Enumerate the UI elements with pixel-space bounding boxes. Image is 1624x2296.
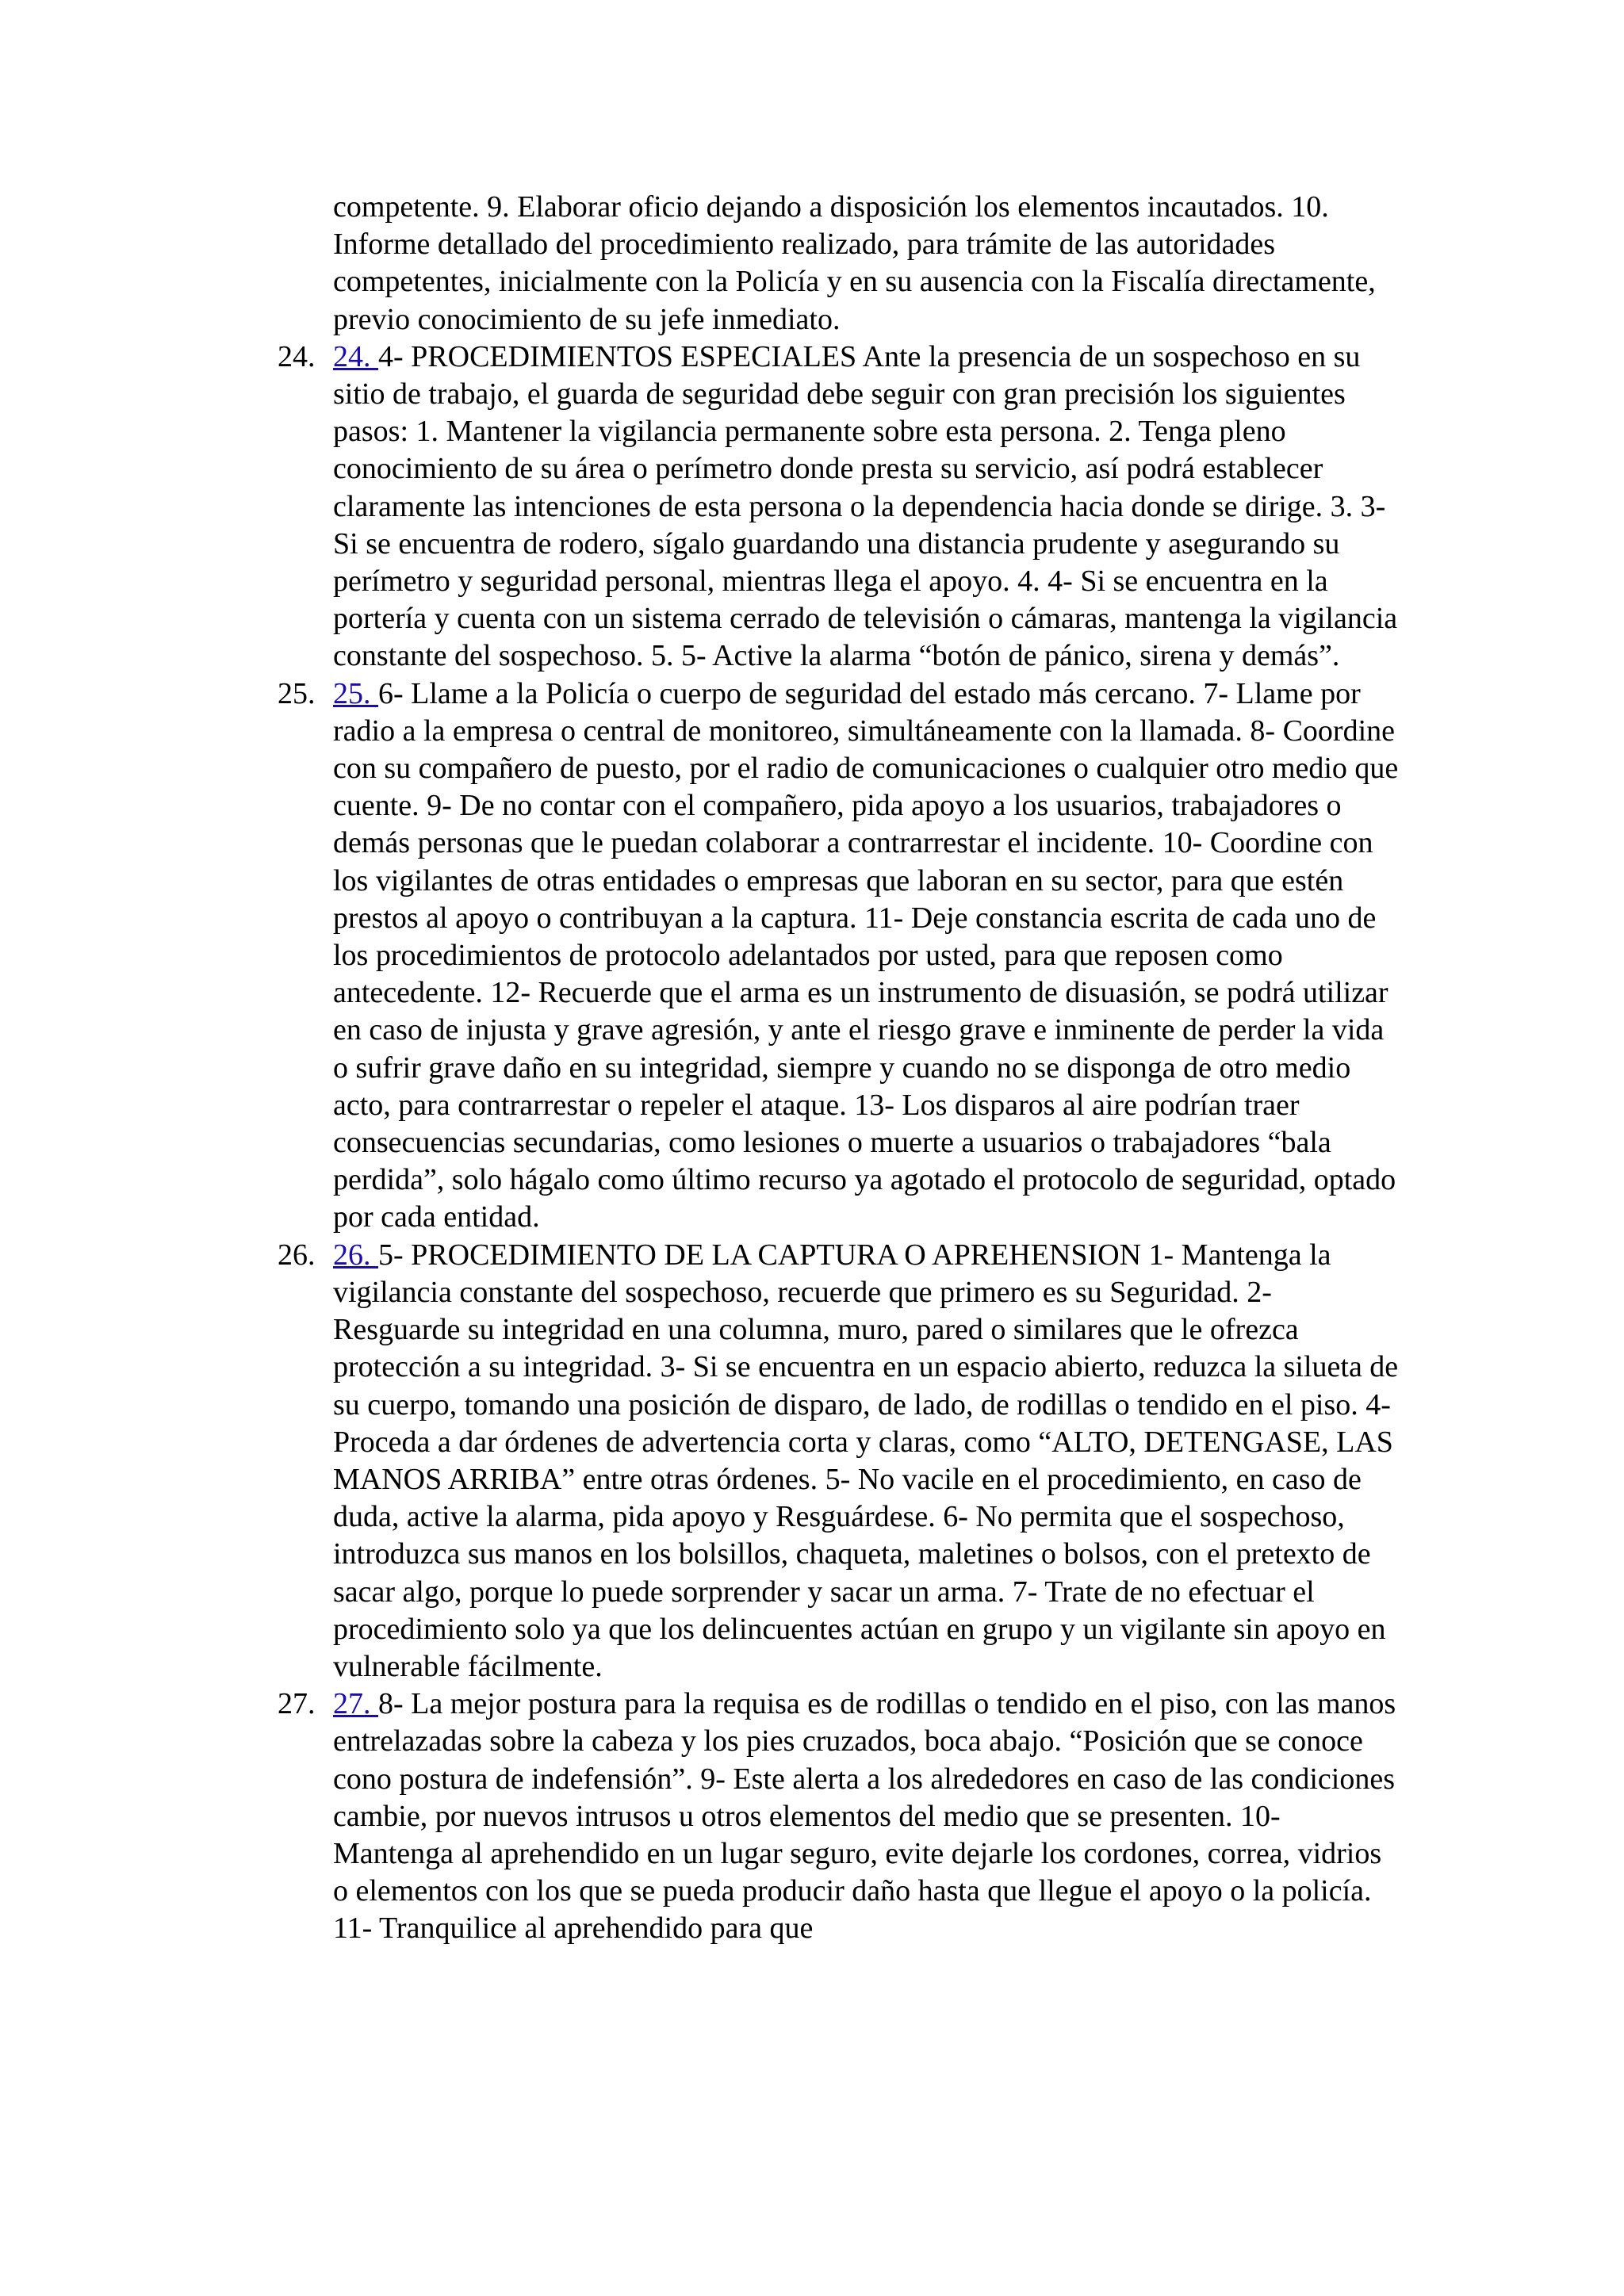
list-item-text: 4- PROCEDIMIENTOS ESPECIALES Ante la presencia de un sospechoso en su sitio de trabajo, el guarda de seguridad debe seguir con gran precisión los siguientes pasos: 1. Mantener la vigilancia permanente sobre esta persona. 2. Tenga pleno conocimiento de su área o perímetro donde presta su servicio, así podrá establecer claramente las intenciones de esta persona o la dependencia hacia donde se dirige. 3. 3- Si se encuentra de rodero, sígalo guardando una distancia prudente y asegurando su perímetro y seguridad personal, mientras llega el apoyo. 4. 4- Si se encuentra en la portería y cuenta con un sistema cerrado de televisión o cámaras, mantenga la vigilancia constante del sospechoso. 5. 5- Active la alarma “botón de pánico, sirena y demás”. — [333, 339, 1398, 673]
item-25-link[interactable]: 25. — [333, 676, 378, 710]
item-27-link[interactable]: 27. — [333, 1687, 378, 1721]
list-item-26 — [278, 1237, 1404, 1686]
list-item-27 — [278, 1686, 1404, 1947]
list-item-number: 27. — [278, 1687, 316, 1721]
intro-paragraph: competente. 9. Elaborar oficio dejando a disposición los elementos incautados. 10. Informe detallado del procedimiento realizado, para trámite de las autoridades competentes, inicialmente con la Policía y en su ausencia con la Fiscalía directamente, previo conocimiento de su jefe inmediato. — [333, 190, 1376, 336]
list-item-number: 24. — [278, 339, 316, 373]
list-item-number: 25. — [278, 676, 316, 710]
document-body — [278, 189, 1404, 1948]
list-item-24 — [278, 339, 1404, 675]
list-item-text: 8- La mejor postura para la requisa es de rodillas o tendido en el piso, con las manos entrelazadas sobre la cabeza y los pies cruzados, boca abajo. “Posición que se conoce cono postura de indefensión”. 9- Este alerta a los alrededores en caso de las condiciones cambie, por nuevos intrusos u otros elementos del medio que se presenten. 10- Mantenga al aprehendido en un lugar seguro, evite dejarle los cordones, correa, vidrios o elementos con los que se pueda producir daño hasta que llegue el apoyo o la policía. 11- Tranquilice al aprehendido para que — [333, 1687, 1396, 1946]
list-item-text: 5- PROCEDIMIENTO DE LA CAPTURA O APREHENSION 1- Mantenga la vigilancia constante del sospechoso, recuerde que primero es su Seguridad. 2- Resguarde su integridad en una columna, muro, pared o similares que le ofrezca protección a su integridad. 3- Si se encuentra en un espacio abierto, reduzca la silueta de su cuerpo, tomando una posición de disparo, de lado, de rodillas o tendido en el piso. 4- Proceda a dar órdenes de advertencia corta y claras, como “ALTO, DETENGASE, LAS MANOS ARRIBA” entre otras órdenes. 5- No vacile en el procedimiento, en caso de duda, active la alarma, pida apoyo y Resguárdese. 6- No permita que el sospechoso, introduzca sus manos en los bolsillos, chaqueta, maletines o bolsos, con el pretexto de sacar algo, porque lo puede sorprender y sacar un arma. 7- Trate de no efectuar el procedimiento solo ya que los delincuentes actúan en grupo y un vigilante sin apoyo en vulnerable fácilmente. — [333, 1238, 1399, 1683]
item-26-link[interactable]: 26. — [333, 1238, 378, 1272]
list-item-25 — [278, 675, 1404, 1237]
item-24-link[interactable]: 24. — [333, 339, 378, 373]
list-item-text: 6- Llame a la Policía o cuerpo de seguridad del estado más cercano. 7- Llame por radio a la empresa o central de monitoreo, simultáneamente con la llamada. 8- Coordine con su compañero de puesto, por el radio de comunicaciones o cualquier otro medio que cuente. 9- De no contar con el compañero, pida apoyo a los usuarios, trabajadores o demás personas que le puedan colaborar a contrarrestar el incidente. 10- Coordine con los vigilantes de otras entidades o empresas que laboran en su sector, para que estén prestos al apoyo o contribuyan a la captura. 11- Deje constancia escrita de cada uno de los procedimientos de protocolo adelantados por usted, para que reposen como antecedente. 12- Recuerde que el arma es un instrumento de disuasión, se podrá utilizar en caso de injusta y grave agresión, y ante el riesgo grave e inminente de perder la vida o sufrir grave daño en su integridad, siempre y cuando no se disponga de otro medio acto, para contrarrestar o repeler el ataque. 13- Los disparos al aire podrían traer consecuencias secundarias, como lesiones o muerte a usuarios o trabajadores “bala perdida”, solo hágalo como último recurso ya agotado el protocolo de seguridad, optado por cada entidad. — [333, 676, 1399, 1234]
numbered-list — [278, 339, 1404, 1948]
list-item-number: 26. — [278, 1238, 316, 1272]
